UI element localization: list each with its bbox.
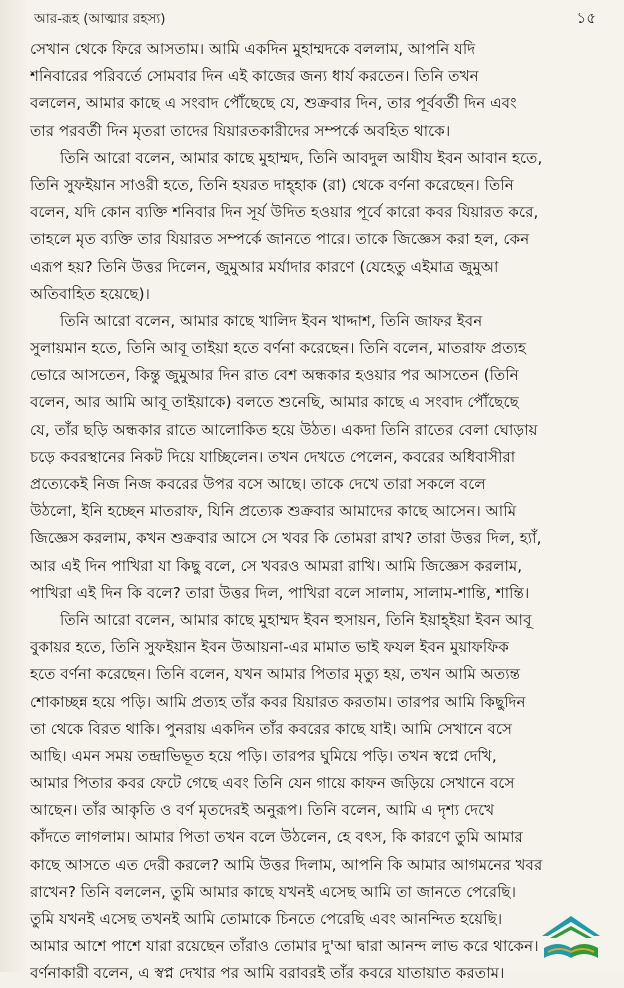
text-line: ভোরে আসতেন, কিন্তু জুমুআর দিন রাত বেশ অন্ধকার হওয়ার পর আসতেন (তিনি (30, 366, 519, 385)
text-line: তার পরবর্তী দিন মৃতরা তাদের যিয়ারতকারীদের সম্পর্কে অবহিত থাকে। (30, 121, 451, 140)
text-line: শোকাচ্ছন্ন হয়ে পড়ি। আমি প্রত্যহ তাঁর কবর যিয়ারত করতাম। তারপর আমি কিছুদিন (30, 692, 526, 711)
text-line: তাহলে মৃত ব্যক্তি তার যিয়ারত সম্পর্কে জানতে পারে। তাকে জিজ্ঞেস করা হল, কেন (30, 230, 530, 249)
text-line: আমার আশে পাশে যারা রয়েছেন তাঁরাও তোমার দু'আ দ্বারা আনন্দ লাভ করে থাকেন। (30, 937, 539, 956)
publisher-logo-icon (536, 912, 606, 964)
body-text (30, 36, 600, 988)
text-line: প্রত্যেকেই নিজ নিজ কবরের উপর বসে আছে। তাকে দেখে তারা সকলে বলে (30, 475, 486, 493)
text-line: এরূপ হয়? তিনি উত্তর দিলেন, জুমুআর মর্যাদার কারণে (যেহেতু এইমাত্র জুমুআ (30, 257, 499, 276)
page-number: ১৫ (576, 8, 596, 27)
text-line: রাখেন? তিনি বললেন, তুমি আমার কাছে যখনই এসেছ আমি তা জানতে পেরেছি। (30, 882, 517, 901)
text-line: তিনি আরো বলেন, আমার কাছে মুহাম্মদ ইবন হুসায়ন, তিনি ইয়াহ্ইয়া ইবন আবূ (60, 610, 532, 629)
text-line: আমার পিতার কবর ফেটে গেছে এবং তিনি যেন গায়ে কাফন জড়িয়ে সেখানে বসে (30, 774, 515, 793)
page-header (34, 6, 596, 32)
text-line: যে, তাঁর ছড়ি অন্ধকার রাতে আলোকিত হয়ে উঠত। একদা তিনি রাতের বেলা ঘোড়ায় (30, 420, 538, 439)
text-line: অতিবাহিত হয়েছে)। (30, 284, 150, 303)
text-line: তুমি যখনই এসেছ তখনই আমি তোমাকে চিনতে পেরেছি এবং আনন্দিত হয়েছি। (30, 910, 503, 928)
text-line: আছি। এমন সময় তন্দ্রাভিভূত হয়ে পড়ি। তারপর ঘুমিয়ে পড়ি। তখন স্বপ্নে দেখি, (30, 746, 497, 765)
text-line: বলেন, আর আমি আবূ তাইয়াকে) বলতে শুনেছি, আমার কাছে এ সংবাদ পৌঁছেছে (30, 393, 519, 412)
text-line: কাঁদতে লাগলাম। আমার পিতা তখন বলে উঠলেন, হে বৎস, কি কারণে তুমি আমার (30, 828, 523, 847)
text-line: তা থেকে বিরত থাকি। পুনরায় একদিন তাঁর কবরের কাছে যাই। আমি সেখানে বসে (30, 719, 512, 738)
text-line: আছেন। তাঁর আকৃতি ও বর্ণ মৃতদেরই অনুরূপ। তিনি বলেন, আমি এ দৃশ্য দেখে (30, 801, 495, 820)
text-line: তিনি আরো বলেন, আমার কাছে খালিদ ইবন খাদ্দাশ, তিনি জাফর ইবন (60, 311, 483, 330)
text-line: তিনি আরো বলেন, আমার কাছে মুহাম্মদ, তিনি আবদুল আযীয ইবন আবান হতে, (60, 148, 543, 167)
text-line: বলেন, যদি কোন ব্যক্তি শনিবার দিন সূর্য উদিত হওয়ার পূর্বে কারো কবর যিয়ারত করে, (30, 203, 539, 222)
text-line: বললেন, আমার কাছে এ সংবাদ পৌঁছেছে যে, শুক্রবার দিন, তার পূর্ববর্তী দিন এবং (30, 94, 517, 113)
text-line: উঠলো, ইনি হচ্ছেন মাতরাফ, যিনি প্রত্যেক শুক্রবার আমাদের কাছে আসেন। আমি (30, 502, 517, 521)
running-head: আর-রূহ (আত্মার রহস্য) (34, 10, 166, 27)
text-line: আর এই দিন পাখিরা যা কিছু বলে, সে খবরও আমরা রাখি। আমি জিজ্ঞেস করলাম, (30, 556, 523, 575)
text-line: কাছে আসতে এত দেরী করলে? আমি উত্তর দিলাম, আপনি কি আমার আগমনের খবর (30, 855, 543, 874)
text-line: পাখিরা এই দিন কি বলে? তারা উত্তর দিল, পাখিরা বলে সালাম, সালাম-শান্তি, শান্তি। (30, 583, 530, 602)
text-line: চড়ে কবরস্থানের নিকট দিয়ে যাচ্ছিলেন। তখন দেখতে পেলেন, কবরের অধিবাসীরা (30, 447, 516, 466)
text-line: সুলায়মান হতে, তিনি আবূ তাইয়া হতে বর্ণনা করেছেন। তিনি বলেন, মাতরাফ প্রত্যহ (30, 339, 526, 358)
text-line: বুকায়র হতে, তিনি সুফইয়ান ইবন উআয়না-এর মামাত ভাই ফযল ইবন মুয়াফফিক (30, 638, 509, 657)
text-line: বর্ণনাকারী বলেন, এ স্বপ্ন দেখার পর আমি বরাবরই তাঁর কবরে যাতায়াত করতাম। (30, 964, 505, 983)
text-line: হতে বর্ণনা করেছেন। তিনি বলেন, যখন আমার পিতার মৃত্যু হয়, তখন আমি অত্যন্ত (30, 665, 521, 684)
text-line: শনিবারের পরিবর্তে সোমবার দিন এই কাজের জন্য ধার্য করতেন। তিনি তখন (30, 67, 479, 86)
text-line: তিনি সুফইয়ান সাওরী হতে, তিনি হযরত দাহ্হাক (রা) থেকে বর্ণনা করেছেন। তিনি (30, 175, 514, 194)
text-line: সেখান থেকে ফিরে আসতাম। আমি একদিন মুহাম্মদকে বললাম, আপনি যদি (30, 40, 476, 58)
text-line: জিজ্ঞেস করলাম, কখন শুক্রবার আসে সে খবর কি তোমরা রাখ? তারা উত্তর দিল, হ্যাঁ, (30, 529, 542, 548)
